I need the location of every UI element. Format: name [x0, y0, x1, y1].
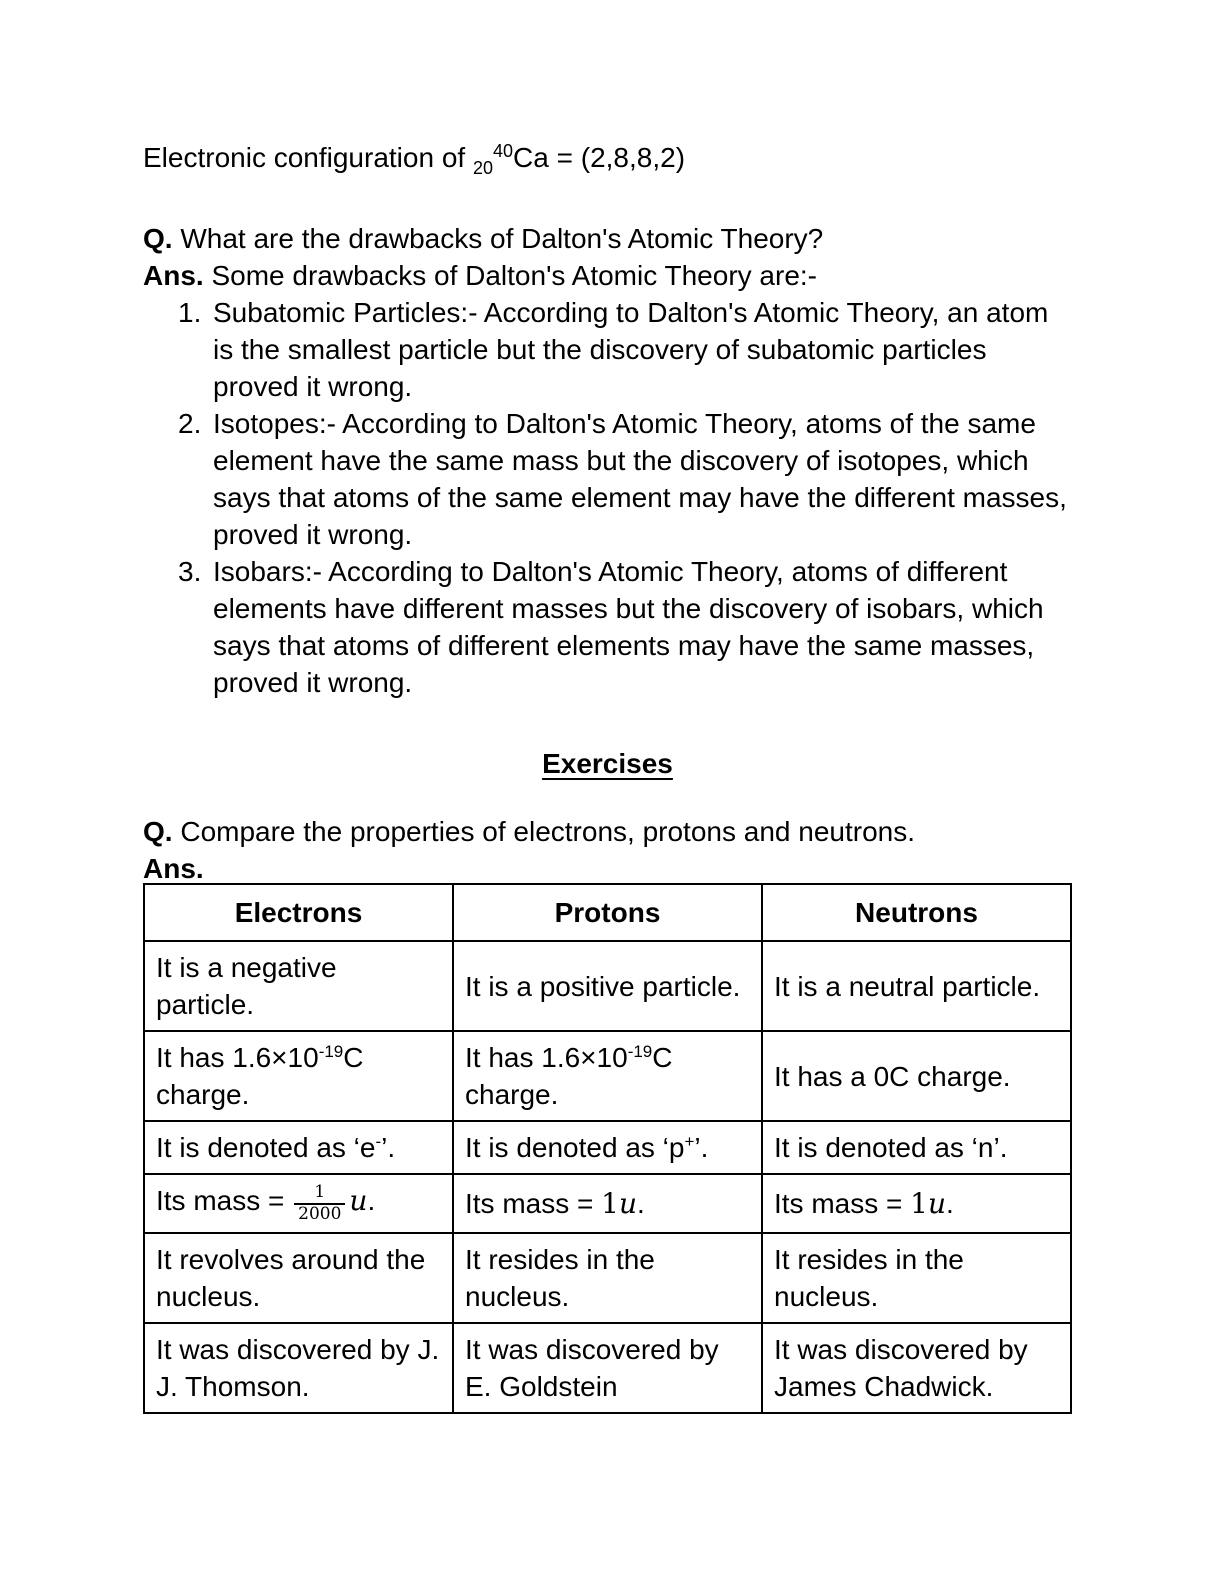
electronic-configuration-line: [143, 139, 1072, 176]
table-row: [144, 1031, 1071, 1121]
nuclide-superscript: 40: [493, 141, 514, 161]
cell-text: It resides in the nucleus.: [774, 1243, 964, 1312]
cell-text: It has 1.6×10: [465, 1042, 628, 1073]
cell-text: It is denoted as ‘e: [156, 1132, 376, 1163]
nuclide-subscript: 20: [472, 158, 493, 178]
intro-prefix: Electronic configuration of: [143, 142, 473, 173]
table-cell: [762, 941, 1071, 1031]
answer-label: Ans.: [143, 260, 204, 291]
cell-text: It resides in the nucleus.: [465, 1243, 655, 1312]
table-cell: [453, 941, 762, 1031]
list-item-text: Isobars:- According to Dalton's Atomic Theory, atoms of different elements have different masses but the discovery of isobars, which says that atoms of different elements may have the same masses, proved it wrong.: [213, 556, 1044, 698]
question-text: What are the drawbacks of Dalton's Atomic Theory?: [172, 223, 824, 254]
cell-text: Its mass =: [465, 1187, 602, 1219]
cell-text: .: [367, 1185, 376, 1216]
page-content: [143, 139, 1072, 1414]
table-cell: [144, 941, 453, 1031]
list-item-number: 3.: [178, 556, 202, 587]
superscript: -19: [627, 1042, 653, 1061]
comparison-table: [143, 883, 1072, 1414]
answer-1: [143, 257, 1072, 294]
table-row: [144, 1174, 1071, 1233]
cell-text: It is a positive particle.: [465, 970, 741, 1002]
cell-text: ’.: [694, 1132, 709, 1163]
comparison-table-head: [144, 884, 1071, 941]
superscript: +: [684, 1132, 695, 1151]
cell-text: It has a 0C charge.: [774, 1060, 1011, 1092]
question-label: Q.: [143, 816, 173, 847]
column-header-electrons: Electrons: [144, 884, 453, 941]
list-item: [143, 294, 1072, 405]
answer-label: Ans.: [143, 853, 204, 884]
table-row: [144, 1323, 1071, 1413]
cell-text: It is a negative particle.: [156, 952, 337, 1020]
table-cell: [762, 1031, 1071, 1121]
column-header-protons: Protons: [453, 884, 762, 941]
list-item-text: Isotopes:- According to Dalton's Atomic Theory, atoms of the same element have the same mass but the discovery of isotopes, which says that atoms of the same element may have the different masses, proved it wrong.: [213, 408, 1067, 550]
table-cell: [453, 1121, 762, 1174]
column-header-neutrons: Neutrons: [762, 884, 1071, 941]
cell-text: Its mass =: [774, 1187, 911, 1219]
answer-2: [143, 850, 1072, 887]
cell-text: It was discovered by J. J. Thomson.: [156, 1333, 440, 1402]
cell-text: ’.: [381, 1132, 396, 1163]
math-text: u: [618, 1186, 638, 1220]
intro-config-values: = (2,8,8,2): [548, 142, 686, 173]
cell-text: C charge.: [156, 1042, 364, 1110]
list-item-text: Subatomic Particles:- According to Dalton's Atomic Theory, an atom is the smallest particle but the discovery of subatomic particles proved it wrong.: [213, 297, 1049, 402]
list-item-number: 2.: [178, 408, 202, 439]
table-cell: [762, 1323, 1071, 1413]
superscript: -: [375, 1132, 382, 1151]
list-item: [143, 405, 1072, 553]
cell-text: It is denoted as ‘n’.: [774, 1132, 1008, 1163]
fraction: $\frac{1}{2000}$: [294, 1183, 345, 1224]
drawbacks-list: [143, 294, 1072, 701]
cell-text: C charge.: [465, 1042, 673, 1110]
cell-text: It is denoted as ‘p: [465, 1132, 685, 1163]
table-cell: [453, 1174, 762, 1233]
list-item-number: 1.: [178, 297, 202, 328]
table-header-row: [144, 884, 1071, 941]
table-cell: [144, 1233, 453, 1323]
cell-text: It was discovered by E. Goldstein: [465, 1333, 719, 1402]
table-cell: [453, 1233, 762, 1323]
comparison-table-body: [144, 941, 1071, 1413]
list-item: [143, 553, 1072, 701]
math-text: 1: [910, 1186, 928, 1220]
question-1: [143, 220, 1072, 257]
nuclide-symbol: Ca: [513, 142, 549, 173]
question-text: Compare the properties of electrons, protons and neutrons.: [172, 816, 915, 847]
table-cell: [453, 1323, 762, 1413]
cell-text: .: [946, 1187, 954, 1219]
table-cell: [144, 1323, 453, 1413]
table-row: [144, 941, 1071, 1031]
cell-text: .: [637, 1187, 645, 1219]
table-row: [144, 1233, 1071, 1323]
superscript: -19: [318, 1042, 344, 1061]
table-cell: [762, 1174, 1071, 1233]
table-cell: [144, 1031, 453, 1121]
math-text: u: [927, 1186, 947, 1220]
cell-text: It is a neutral particle.: [774, 970, 1041, 1002]
table-cell: [144, 1121, 453, 1174]
cell-text: Its mass =: [156, 1185, 293, 1216]
table-cell: [762, 1233, 1071, 1323]
cell-text: It was discovered by James Chadwick.: [774, 1333, 1028, 1402]
question-2: [143, 813, 1072, 850]
section-heading: Exercises: [542, 748, 673, 779]
cell-text: It has 1.6×10: [156, 1042, 319, 1073]
table-cell: [762, 1121, 1071, 1174]
table-cell: [144, 1174, 453, 1233]
math-text: 1: [601, 1186, 619, 1220]
cell-text: It revolves around the nucleus.: [156, 1243, 426, 1312]
math-text: u: [349, 1184, 368, 1217]
answer-text: Some drawbacks of Dalton's Atomic Theory are:-: [203, 260, 817, 291]
question-label: Q.: [143, 223, 173, 254]
table-row: [144, 1121, 1071, 1174]
table-cell: [453, 1031, 762, 1121]
